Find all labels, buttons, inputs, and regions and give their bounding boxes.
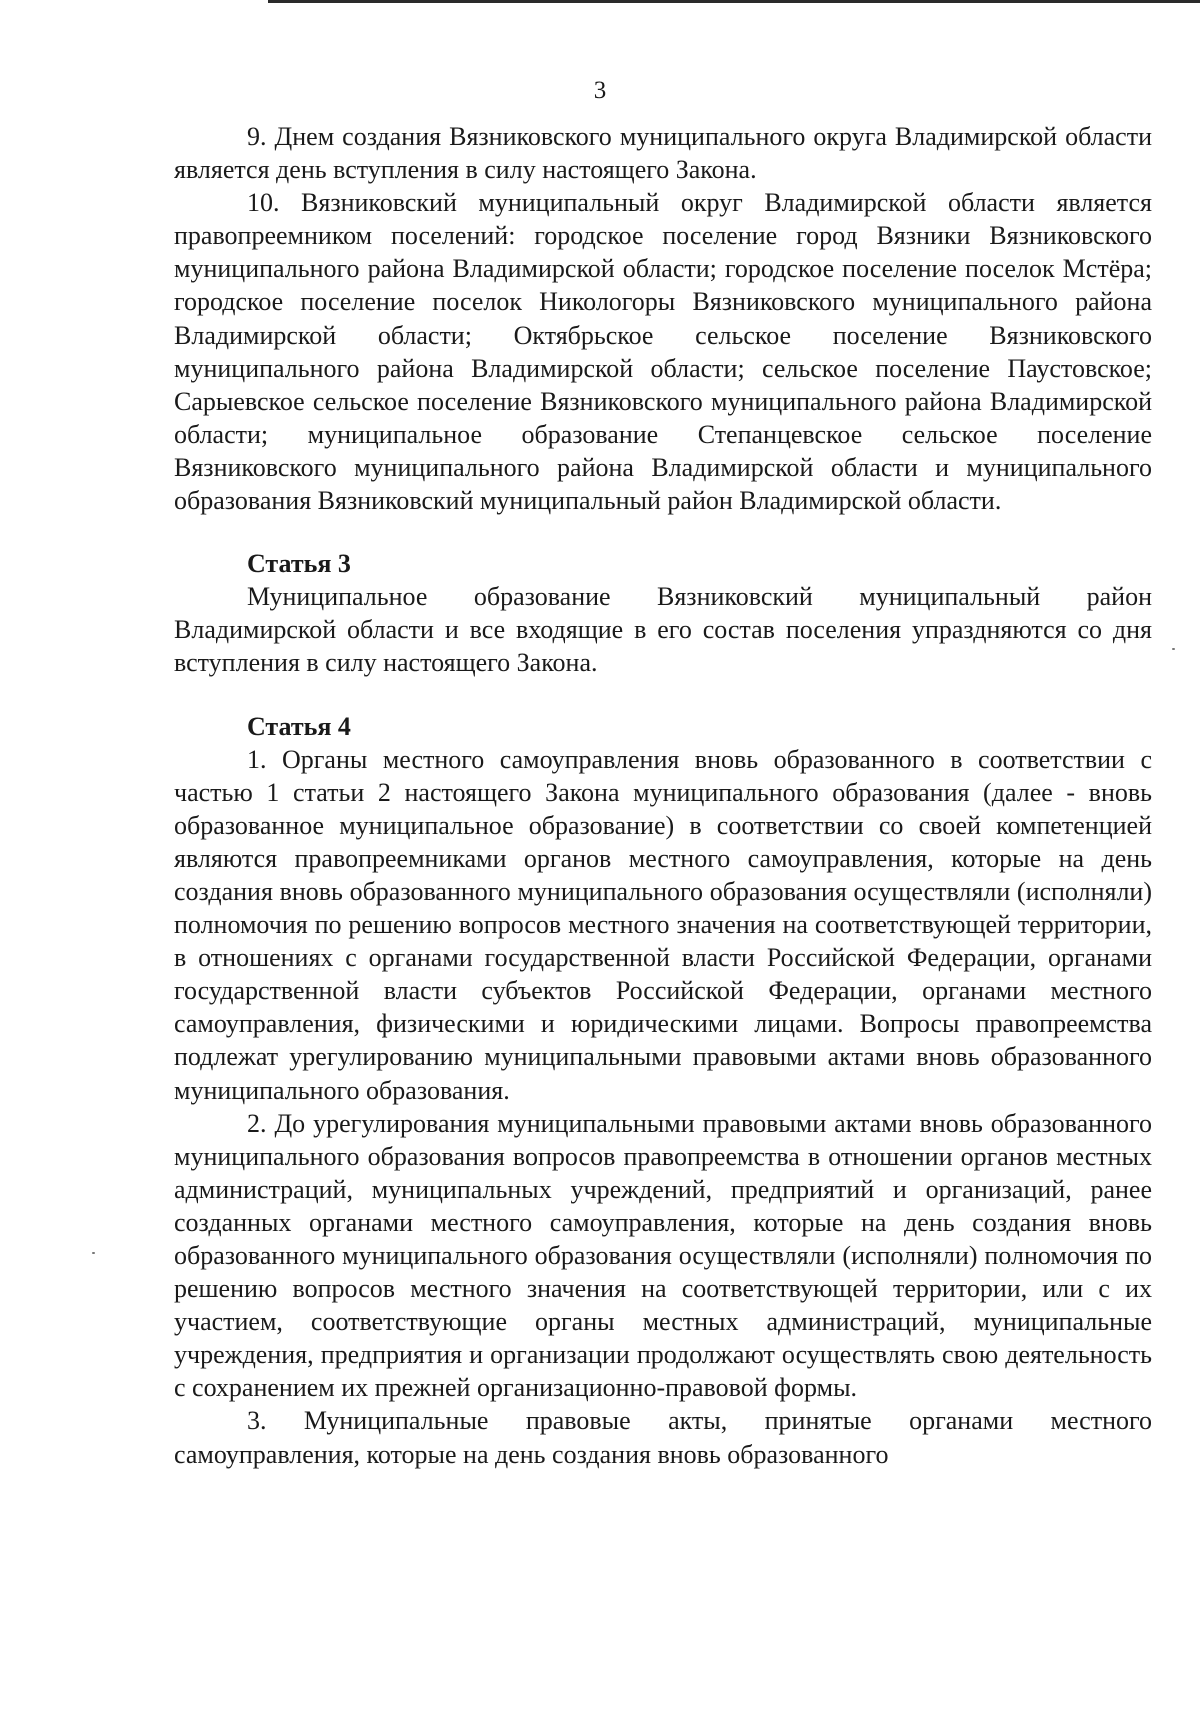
article-4-paragraph-3: 3. Муниципальные правовые акты, принятые органами местного самоуправления, которые на день создания вновь образованного (174, 1406, 1152, 1469)
article-4-paragraph-2: 2. До урегулирования муниципальными правовыми актами вновь образованного муниципального образования вопросов правопреемства в отношении органов местных администраций, муниципальных учреждений, предприятий и организаций, ранее созданных органами местного самоуправления, которые на день создания вновь образованного муниципального образования осуществляли (исполняли) полномочия по решению вопросов местного значения на соответствующей территории, или с их участием, соответствующие органы местных администраций, муниципальные учреждения, предприятия и организации продолжают осуществлять свою деятельность с сохранением их прежней организационно-правовой формы. (174, 1108, 1152, 1403)
article-4-paragraph-1: 1. Органы местного самоуправления вновь образованного в соответствии с частью 1 статьи 2 настоящего Закона муниципального образования (далее - вновь образованное муниципальное образование) в соответствии со своей компетенцией являются правопреемниками органов местного самоуправления, которые на день создания вновь образованного муниципального образования осуществляли (исполняли) полномочия по решению вопросов местного значения на соответствующей территории, в отношениях с органами государственной власти Российской Федерации, органами государственной власти субъектов Российской Федерации, органами местного самоуправления, физическими и юридическими лицами. Вопросы правопреемства подлежат урегулированию муниципальными правовыми актами вновь образованного муниципального образования. (174, 744, 1152, 1105)
top-border-line (268, 0, 1200, 3)
scan-speck (92, 1252, 95, 1254)
paragraph-9: 9. Днем создания Вязниковского муниципального округа Владимирской области является день вступления в силу настоящего Закона. (174, 122, 1152, 185)
paragraph-10: 10. Вязниковский муниципальный округ Владимирской области является правопреемником поселений: городское поселение город Вязники Вязниковского муниципального района Владимирской области; городское поселение поселок Мстёра; городское поселение поселок Никологоры Вязниковского муниципального района Владимирской области; Октябрьское сельское поселение Вязниковского муниципального района Владимирской области; сельское поселение Паустовское; Сарыевское сельское поселение Вязниковского муниципального района Владимирской области; муниципальное образование Степанцевское сельское поселение Вязниковского муниципального района Владимирской области и муниципального образования Вязниковский муниципальный район Владимирской области. (174, 188, 1152, 516)
spacer (174, 517, 1152, 547)
article-3-heading: Статья 3 (247, 549, 351, 579)
spacer (174, 680, 1152, 710)
article-3-text: Муниципальное образование Вязниковский муниципальный район Владимирской области и все входящие в его состав поселения упраздняются со дня вступления в силу настоящего Закона. (174, 582, 1152, 678)
document-body (174, 120, 1152, 1471)
scan-speck (1172, 648, 1175, 650)
article-4-heading: Статья 4 (247, 711, 351, 741)
page-number: 3 (593, 77, 607, 104)
